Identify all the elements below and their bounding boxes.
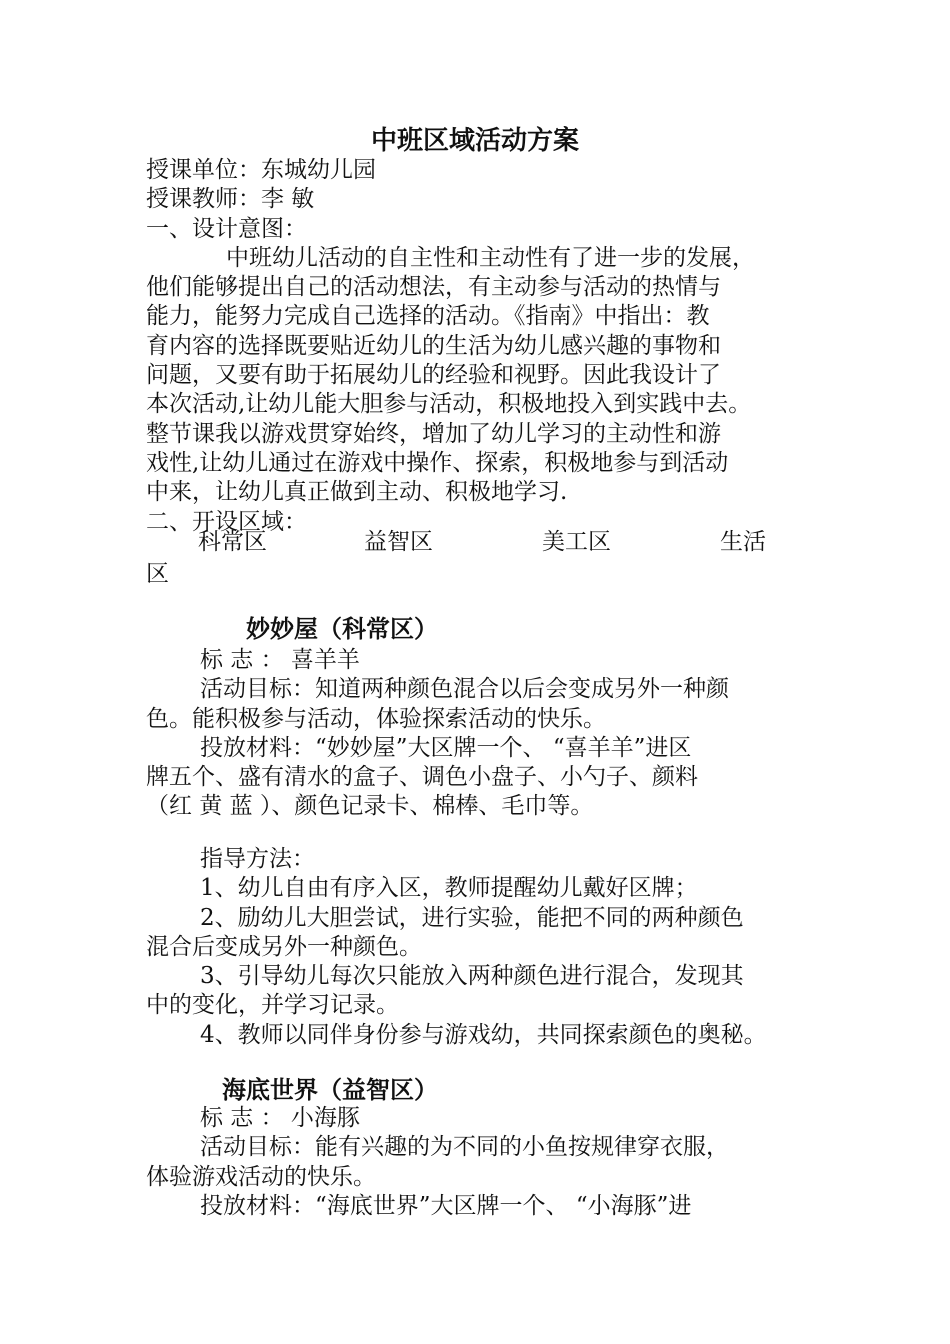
area-item-puzzle: 益智区	[364, 529, 433, 555]
teaching-unit: 授课单位：东城幼儿园	[146, 157, 376, 183]
puzzle-section	[146, 1104, 826, 1221]
science-guide-line: 1、幼儿自由有序入区，教师提醒幼儿戴好区牌；	[200, 875, 698, 902]
puzzle-section-title: 海底世界（益智区）	[222, 1075, 438, 1104]
puzzle-material-line: 投放材料：“海底世界”大区牌一个、 “小海豚”进	[200, 1192, 692, 1219]
area-item-art: 美工区	[542, 529, 611, 555]
design-paragraph-line: 本次活动,让幼儿能大胆参与活动，积极地投入到实践中去。	[146, 391, 752, 418]
header-block	[146, 156, 826, 537]
science-section-title: 妙妙屋（科常区）	[246, 614, 438, 643]
design-paragraph-line: 中来，让幼儿真正做到主动、积极地学习.	[146, 479, 568, 506]
science-guide	[146, 845, 826, 1050]
areas-heading: 二、开设区域：	[146, 508, 307, 535]
teacher-name: 授课教师：李 敏	[146, 186, 315, 213]
science-goal-line: 活动目标：知道两种颜色混合以后会变成另外一种颜	[200, 676, 729, 703]
design-paragraph-line: 育内容的选择既要贴近幼儿的生活为幼儿感兴趣的事物和	[146, 332, 721, 359]
science-guide-line: 4、教师以同伴身份参与游戏幼，共同探索颜色的奥秘。	[200, 1021, 767, 1048]
science-material-line: （红 黄 蓝 ）、颜色记录卡、棉棒、毛巾等。	[146, 793, 594, 820]
design-paragraph-line: 问题，又要有助于拓展幼儿的经验和视野。因此我设计了	[146, 362, 721, 389]
science-material-line: 投放材料：“妙妙屋”大区牌一个、 “喜羊羊”进区	[200, 734, 692, 761]
science-guide-line: 中的变化，并学习记录。	[146, 992, 399, 1019]
area-list	[0, 528, 950, 558]
design-heading: 一、设计意图：	[146, 215, 307, 242]
puzzle-goal-line: 体验游戏活动的快乐。	[146, 1163, 376, 1190]
science-material-line: 牌五个、盛有清水的盒子、调色小盘子、小勺子、颜料	[146, 764, 698, 791]
area-list-wrap	[146, 560, 826, 589]
area-item-wrap: 区	[146, 561, 169, 587]
area-item-life: 生活	[720, 529, 766, 555]
science-guide-line: 3、引导幼儿每次只能放入两种颜色进行混合，发现其	[200, 963, 744, 990]
science-sign: 标 志 ： 喜羊羊	[200, 647, 360, 673]
design-paragraph-line: 戏性,让幼儿通过在游戏中操作、探索，积极地参与到活动	[146, 449, 729, 476]
science-guide-line: 2、励幼儿大胆尝试，进行实验，能把不同的两种颜色	[200, 904, 744, 931]
science-section	[146, 646, 826, 822]
document-title: 中班区域活动方案	[370, 126, 579, 156]
science-goal-line: 色。能积极参与活动，体验探索活动的快乐。	[146, 705, 606, 732]
science-guide-line: 混合后变成另外一种颜色。	[146, 933, 422, 960]
puzzle-goal-line: 活动目标：能有兴趣的为不同的小鱼按规律穿衣服，	[200, 1134, 729, 1161]
design-paragraph-line: 中班幼儿活动的自主性和主动性有了进一步的发展，	[226, 244, 755, 271]
design-paragraph-line: 他们能够提出自己的活动想法，有主动参与活动的热情与	[146, 274, 721, 301]
design-paragraph-line: 整节课我以游戏贯穿始终，增加了幼儿学习的主动性和游	[146, 420, 721, 447]
science-guide-heading: 指导方法：	[200, 846, 315, 872]
design-paragraph-line: 能力，能努力完成自己选择的活动。《指南》中指出：教	[146, 303, 710, 330]
area-item-science: 科常区	[198, 529, 267, 555]
puzzle-sign: 标 志 ： 小海豚	[200, 1105, 360, 1131]
